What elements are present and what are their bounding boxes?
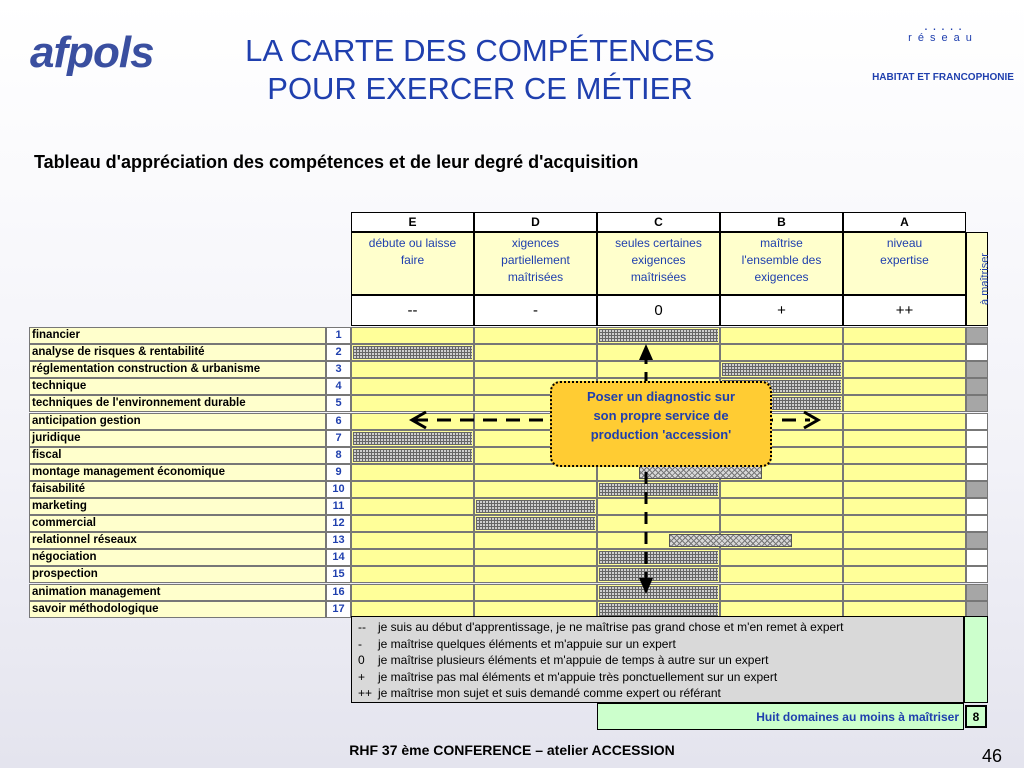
level-cell [843,584,966,601]
level-desc-line: l'ensemble des [741,253,822,267]
level-marker [476,517,595,530]
target-cell [966,447,988,464]
competence-number: 17 [326,601,351,618]
title-line-1: LA CARTE DES COMPÉTENCES [245,33,715,68]
level-marker [353,449,472,462]
target-cell [966,566,988,583]
competence-label: relationnel réseaux [29,532,326,549]
level-marker [599,568,718,581]
target-cell [966,584,988,601]
level-marker [599,586,718,599]
level-cell [351,481,474,498]
target-cell [966,515,988,532]
legend-symbol: + [358,669,366,684]
level-cell [474,584,597,601]
legend-line [358,669,963,686]
level-code-E: E [351,212,474,232]
level-desc-line: maîtrise [760,236,803,250]
competence-number: 14 [326,549,351,566]
footer-text: RHF 37 ème CONFERENCE – atelier ACCESSION [349,742,675,758]
level-cell [720,515,843,532]
level-cell [351,515,474,532]
level-code-C: C [597,212,720,232]
level-symbol-A: ++ [843,295,966,326]
level-cell [720,566,843,583]
callout-line: Poser un diagnostic sur [586,389,736,404]
target-cell [966,344,988,361]
level-cell [597,498,720,515]
competence-label: techniques de l'environnement durable [29,395,326,412]
logo-name: HABITAT ET FRANCOPHONIE [872,72,1014,83]
legend-line [358,636,963,653]
table-subtitle: Tableau d'appréciation des compétences et de leur degré d'acquisition [34,152,639,172]
legend-line [358,685,963,702]
level-cell [351,413,474,430]
level-cell [720,327,843,344]
level-desc-line: partiellement [501,253,570,267]
level-code-B: B [720,212,843,232]
legend-symbol: - [358,636,362,651]
level-cell [720,584,843,601]
level-cell [843,327,966,344]
competence-label: technique [29,378,326,395]
competence-number: 8 [326,447,351,464]
level-cell [597,361,720,378]
level-cell [720,498,843,515]
level-cell [843,344,966,361]
logo-dots: · · · · · [923,20,963,36]
level-desc-line: exigences [754,270,809,284]
level-cell [351,361,474,378]
level-cell [351,566,474,583]
level-marker [599,551,718,564]
level-desc-line: faire [400,253,425,267]
level-desc-line: maîtrisées [630,270,687,284]
a-maitriser-header [966,232,991,326]
target-cell [966,327,988,344]
level-desc-line: maîtrisées [507,270,564,284]
level-cell [843,549,966,566]
level-cell [351,532,474,549]
diagnostic-callout [550,381,772,467]
competence-number: 16 [326,584,351,601]
level-desc-E [351,232,474,295]
competence-number: 15 [326,566,351,583]
level-symbol-D: - [474,295,597,326]
competence-label: juridique [29,430,326,447]
competence-label: analyse de risques & rentabilité [29,344,326,361]
target-cell [966,378,988,395]
level-desc-line: exigences [631,253,686,267]
level-marker [476,500,595,513]
target-cell [966,430,988,447]
a-maitriser-label: à maîtriser [979,253,991,305]
title-line-2: POUR EXERCER CE MÉTIER [267,71,693,106]
competence-number: 6 [326,413,351,430]
competence-label: négociation [29,549,326,566]
level-code-D: D [474,212,597,232]
level-desc-C [597,232,720,295]
competence-label: faisabilité [29,481,326,498]
afpols-logo: afpols [30,28,154,77]
level-cell [351,378,474,395]
level-cell [474,566,597,583]
target-cell [966,464,988,481]
level-cell [351,498,474,515]
level-cell [351,464,474,481]
level-marker [599,329,718,342]
level-code-A: A [843,212,966,232]
level-marker [669,534,792,547]
level-cell [474,344,597,361]
legend-arrow-cell [964,616,988,703]
target-cell [966,481,988,498]
legend-line [358,652,963,669]
legend-box [351,616,964,703]
competence-label: réglementation construction & urbanisme [29,361,326,378]
level-desc-line: expertise [880,253,929,267]
level-cell [843,395,966,412]
level-cell [843,515,966,532]
legend-text: je maîtrise mon sujet et suis demandé comme expert ou référant [378,686,721,700]
competence-label: fiscal [29,447,326,464]
target-cell [966,532,988,549]
legend-text: je maîtrise quelques éléments et m'appuie sur un expert [378,636,676,651]
target-cell [966,413,988,430]
level-cell [474,481,597,498]
level-cell [474,327,597,344]
level-marker [353,432,472,445]
minimum-domains-count: 8 [965,705,987,728]
target-cell [966,395,988,412]
competence-label: marketing [29,498,326,515]
competence-number: 9 [326,464,351,481]
level-cell [720,481,843,498]
level-cell [351,549,474,566]
level-marker [722,363,841,376]
target-cell [966,361,988,378]
level-marker [353,346,472,359]
level-cell [843,413,966,430]
level-cell [843,361,966,378]
level-desc-B [720,232,843,295]
level-symbol-C: 0 [597,295,720,326]
legend-line [358,619,963,636]
level-cell [843,532,966,549]
level-desc-line: xigences [511,236,560,250]
competence-number: 1 [326,327,351,344]
level-marker [639,466,762,479]
competence-number: 7 [326,430,351,447]
competence-number: 12 [326,515,351,532]
level-cell [843,378,966,395]
legend-text: je suis au début d'apprentissage, je ne maîtrise pas grand chose et m'en remet à expert [378,620,844,634]
level-marker [599,603,718,616]
level-desc-line: niveau [886,236,923,250]
level-cell [720,344,843,361]
competence-number: 10 [326,481,351,498]
level-cell [351,327,474,344]
competence-number: 11 [326,498,351,515]
competence-label: savoir méthodologique [29,601,326,618]
competence-number: 3 [326,361,351,378]
level-cell [720,549,843,566]
legend-symbol: 0 [358,653,365,667]
level-cell [843,566,966,583]
level-symbol-B: + [720,295,843,326]
level-cell [474,532,597,549]
level-cell [597,344,720,361]
legend-text: je maîtrise pas mal éléments et m'appuie très ponctuellement sur un expert [378,669,778,684]
level-cell [351,395,474,412]
target-cell [966,498,988,515]
page-number: 46 [981,746,1002,766]
legend-symbol: -- [358,620,366,634]
level-cell [474,549,597,566]
competence-label: financier [29,327,326,344]
competence-label: anticipation gestion [29,413,326,430]
level-desc-line: débute ou laisse [368,236,457,250]
level-cell [843,481,966,498]
competence-number: 4 [326,378,351,395]
legend-text: je maîtrise plusieurs éléments et m'appuie de temps à autre sur un expert [378,653,769,667]
level-desc-line: seules certaines [615,236,702,250]
level-marker [599,483,718,496]
level-cell [597,515,720,532]
level-cell [843,498,966,515]
level-cell [351,584,474,601]
level-desc-A [843,232,966,295]
competence-number: 2 [326,344,351,361]
level-desc-D [474,232,597,295]
competence-label: commercial [29,515,326,532]
minimum-domains-label: Huit domaines au moins à maîtriser [597,703,964,730]
competence-label: prospection [29,566,326,583]
competence-label: montage management économique [29,464,326,481]
level-cell [843,447,966,464]
reseau-habitat-logo [868,20,1018,95]
competence-number: 13 [326,532,351,549]
competence-label: animation management [29,584,326,601]
target-cell [966,549,988,566]
logo-ring-text: réseau [908,32,978,44]
legend-symbol: ++ [358,686,373,700]
level-cell [843,430,966,447]
callout-line: son propre service de [593,408,729,423]
page-title [180,32,780,108]
level-symbol-E: -- [351,295,474,326]
level-cell [843,464,966,481]
callout-line: production 'accession' [590,427,732,442]
competence-number: 5 [326,395,351,412]
level-cell [474,361,597,378]
